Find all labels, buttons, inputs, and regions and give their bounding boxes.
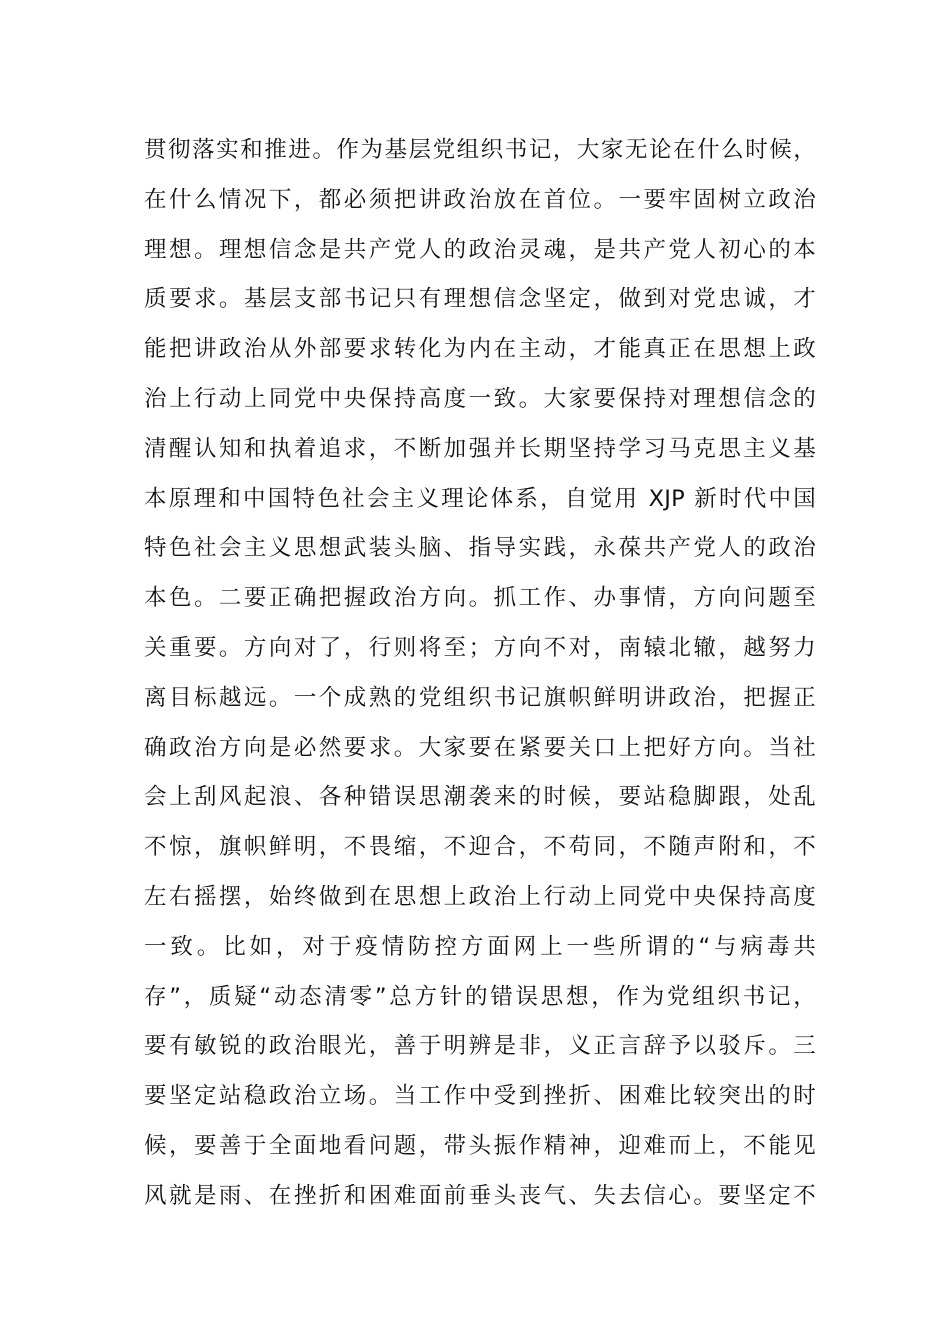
text-line: 存”，质疑“动态清零”总方针的错误思想，作为党组织书记， (144, 983, 816, 1010)
text-line: 在什么情况下，都必须把讲政治放在首位。一要牢固树立政治 (144, 186, 816, 213)
text-line: 理想。理想信念是共产党人的政治灵魂，是共产党人初心的本 (144, 236, 816, 263)
text-line: 本原理和中国特色社会主义理论体系，自觉用 XJP 新时代中国 (144, 485, 816, 512)
text-line: 左右摇摆，始终做到在思想上政治上行动上同党中央保持高度 (144, 883, 816, 910)
text-line: 候，要善于全面地看问题，带头振作精神，迎难而上，不能见 (144, 1132, 816, 1159)
text-line: 贯彻落实和推进。作为基层党组织书记，大家无论在什么时候， (144, 137, 816, 163)
text-line: 关重要。方向对了，行则将至；方向不对，南辕北辙，越努力 (144, 634, 816, 661)
text-line: 确政治方向是必然要求。大家要在紧要关口上把好方向。当社 (144, 734, 816, 761)
text-line: 能把讲政治从外部要求转化为内在主动，才能真正在思想上政 (144, 336, 816, 363)
text-line: 本色。二要正确把握政治方向。抓工作、办事情，方向问题至 (144, 585, 816, 612)
text-line: 会上刮风起浪、各种错误思潮袭来的时候，要站稳脚跟，处乱 (144, 784, 816, 811)
text-line: 一致。比如，对于疫情防控方面网上一些所谓的“与病毒共 (144, 933, 816, 960)
body-text (144, 126, 816, 1222)
text-line: 清醒认知和执着追求，不断加强并长期坚持学习马克思主义基 (144, 435, 816, 462)
text-line: 离目标越远。一个成熟的党组织书记旗帜鲜明讲政治，把握正 (144, 684, 816, 711)
text-line: 质要求。基层支部书记只有理想信念坚定，做到对党忠诚，才 (144, 286, 816, 313)
text-line: 治上行动上同党中央保持高度一致。大家要保持对理想信念的 (144, 385, 816, 412)
text-line: 风就是雨、在挫折和困难面前垂头丧气、失去信心。要坚定不 (144, 1182, 816, 1209)
text-line: 特色社会主义思想武装头脑、指导实践，永葆共产党人的政治 (144, 535, 816, 562)
text-line: 要坚定站稳政治立场。当工作中受到挫折、困难比较突出的时 (144, 1083, 816, 1110)
text-line: 要有敏锐的政治眼光，善于明辨是非，义正言辞予以驳斥。三 (144, 1033, 816, 1060)
text-line: 不惊，旗帜鲜明，不畏缩，不迎合，不苟同，不随声附和，不 (144, 834, 816, 861)
